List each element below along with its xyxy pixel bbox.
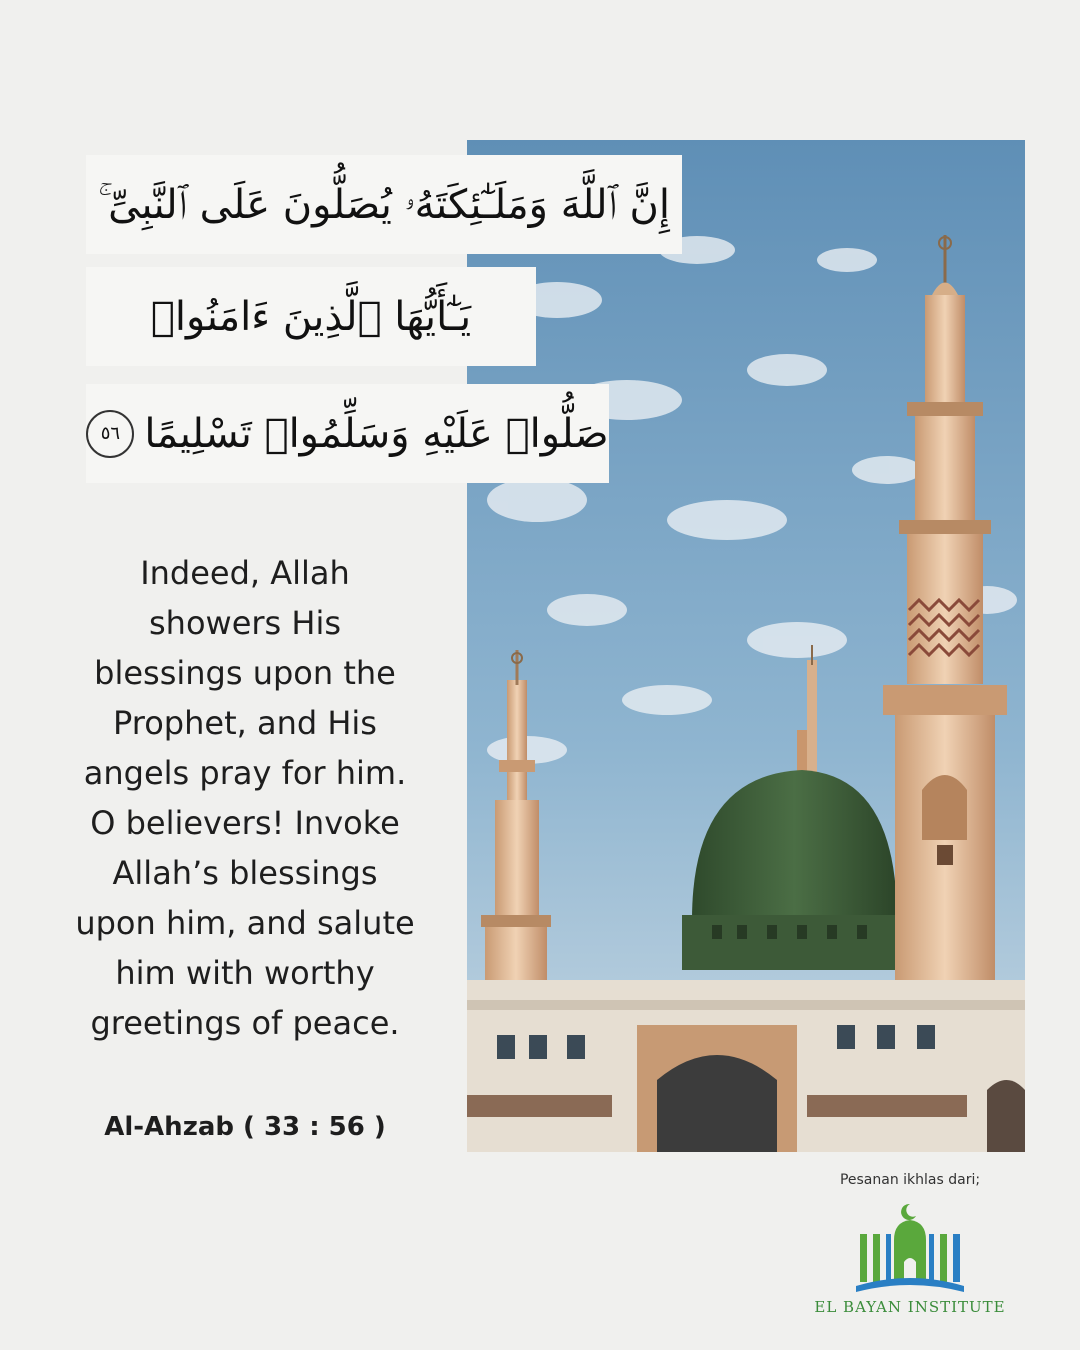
- arabic-verse-line-2: [86, 267, 536, 366]
- arabic-line-3-text: صَلُّوا۟ عَلَيْهِ وَسَلِّمُوا۟ تَسْلِيمًا: [144, 410, 609, 457]
- el-bayan-logo-icon: [846, 1200, 974, 1300]
- arabic-verse-line-1: [86, 155, 682, 254]
- verse-translation: Indeed, Allah showers His blessings upon the Prophet, and His angels pray for him. O believers! Invoke Allah’s blessings upon him, and salute him with worthy greetings of peace.: [75, 554, 415, 1042]
- ayah-number-marker: ٥٦: [86, 410, 134, 458]
- footer-note: Pesanan ikhlas dari;: [839, 1172, 981, 1188]
- institute-name: EL BAYAN INSTITUTE: [814, 1298, 1006, 1316]
- arabic-line-2-text: يَـٰٓأَيُّهَا ٱلَّذِينَ ءَامَنُوا۟: [150, 293, 472, 340]
- verse-reference: Al-Ahzab ( 33 : 56 ): [104, 1112, 386, 1142]
- el-bayan-logo: [846, 1200, 974, 1300]
- arabic-verse-line-3: [86, 384, 609, 483]
- arabic-line-1-text: إِنَّ ٱللَّهَ وَمَلَـٰٓئِكَتَهُۥ يُصَلُّونَ عَلَى ٱلنَّبِىِّ ۚ: [98, 181, 670, 228]
- mosque-photo: [467, 140, 1025, 1152]
